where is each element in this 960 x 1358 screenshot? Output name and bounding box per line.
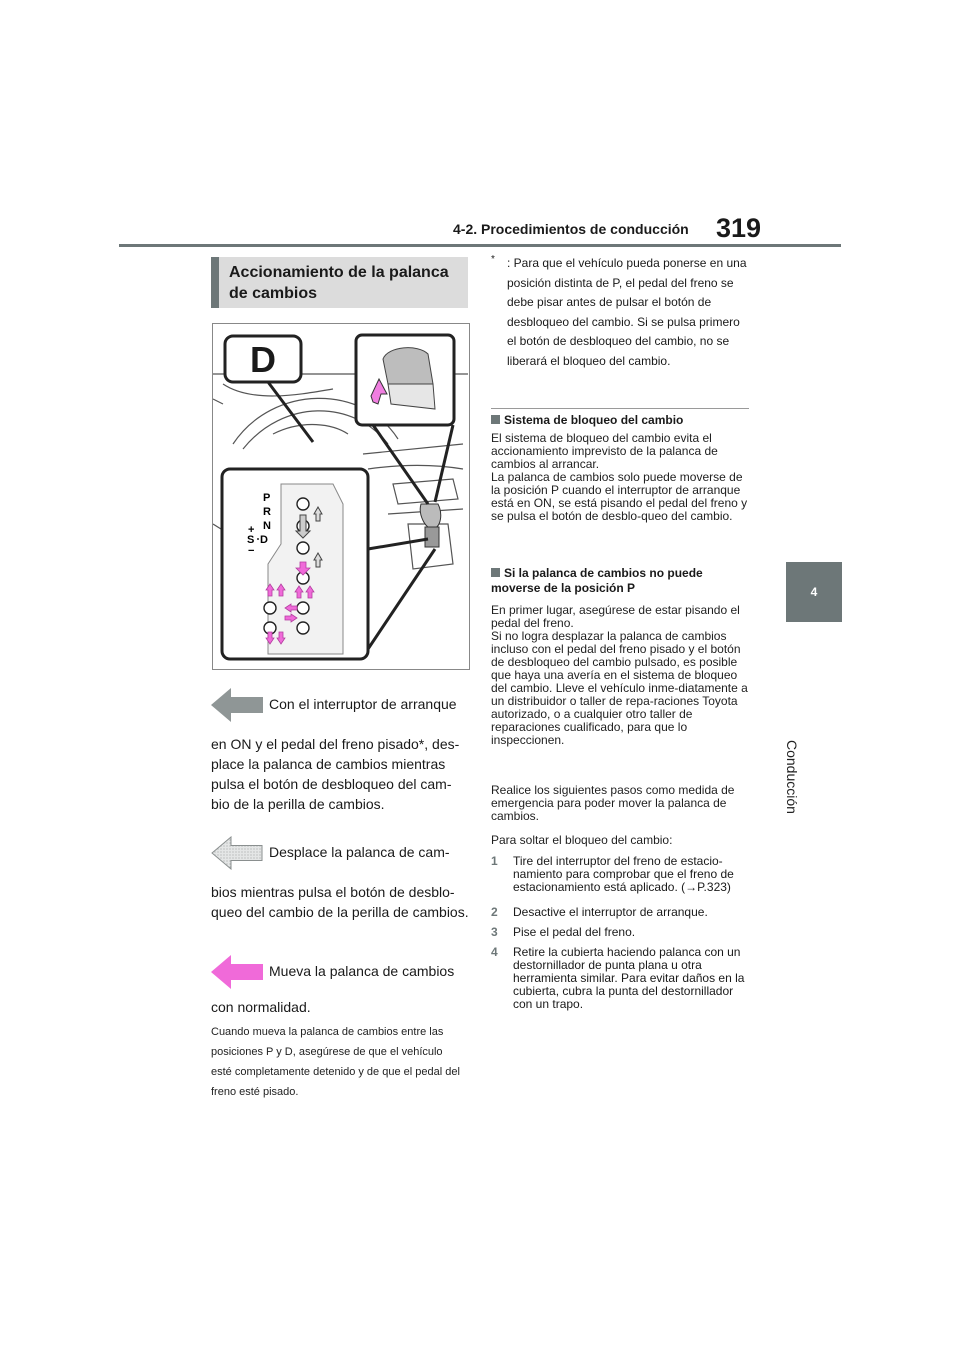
para-shift-lock-2: La palanca de cambios solo puede moverse de la posición P cuando el interruptor de arranque está en ON, se está pisando el pedal del freno y se pulsa el botón de desblo-queo del cambio. <box>491 470 748 523</box>
bullet-square-icon <box>491 568 500 577</box>
para-release-intro: Para soltar el bloqueo del cambio: <box>491 833 673 847</box>
pos-p: P <box>263 492 271 504</box>
chapter-label-text: Conducción <box>784 740 800 814</box>
para-cannot-move-2: Si no logra desplazar la palanca de cambios incluso con el pedal del freno pisado y el botón de desbloqueo del cambio pulsado, es posible que haya una avería en el sistema de bloqueo del cambio. Lleve el vehículo inme-diatamente a un distribuidor o taller de repa-raciones Toyota autorizado, o a cualquier otro taller de reparaciones cualificado, para que lo inspeccionen. <box>491 629 748 747</box>
instruction-1-lead: Con el interruptor de arranque <box>269 696 457 712</box>
d-letter: D <box>250 339 276 380</box>
para-emergency: Realice los siguientes pasos como medida de emergencia para poder mover la palanca de cambios. <box>491 783 735 823</box>
para-cannot-move-1: En primer lugar, asegúrese de estar pisando el pedal del freno. <box>491 603 740 630</box>
footnote-mark: * <box>491 254 495 265</box>
section-title: Accionamiento de la palanca de cambios <box>211 257 468 308</box>
step-2-number: 2 <box>491 905 498 919</box>
column-divider <box>491 408 749 409</box>
arrow-left-pink-icon <box>211 955 263 989</box>
heading-cannot-move <box>491 566 751 596</box>
footnote-text: : Para que el vehículo pueda ponerse en una posición distinta de P, el pedal del freno se debe pisar antes de pulsar el botón de desbloqueo del cambio. Si se pulsa primero el botón de desbloqueo del cambio, no se liberará el bloqueo del cambio. <box>507 256 747 368</box>
arrow-left-outline-icon <box>211 836 263 870</box>
step-1-number: 1 <box>491 854 498 868</box>
header-rule <box>119 244 841 247</box>
instruction-1-text: en ON y el pedal del freno pisado*, des-place la palanca de cambios mientras pulsa el botón de desbloqueo del cam-bio de la perilla de cambios. <box>211 736 460 812</box>
pos-r: R <box>263 506 271 518</box>
step-4-text: Retire la cubierta haciendo palanca con un destornillador de punta plana u otra herramienta similar. Para evitar daños en la cubierta, cubra la punta del destornillador con un trapo. <box>513 945 745 1011</box>
chapter-label <box>766 740 800 840</box>
figure-illustration <box>213 324 469 669</box>
instruction-3-lead: Mueva la palanca de cambios <box>269 963 455 979</box>
running-header: 4-2. Procedimientos de conducción <box>453 221 689 237</box>
step-1-text: Tire del interruptor del freno de estacio-namiento para comprobar que el freno de estacionamiento está aplicado. (→P.323) <box>513 854 734 894</box>
bullet-square-icon <box>491 415 500 424</box>
instruction-solid-arrow <box>211 688 467 812</box>
step-4-number: 4 <box>491 945 498 959</box>
pos-s: S <box>247 534 255 546</box>
minus-sign: − <box>248 545 255 557</box>
instruction-outline-arrow <box>211 836 467 946</box>
heading-shift-lock-text: Sistema de bloqueo del cambio <box>504 413 684 427</box>
chapter-tab: 4 <box>786 562 842 622</box>
plus-sign: + <box>248 524 255 536</box>
step-2-text: Desactive el interruptor de arranque. <box>513 905 708 919</box>
heading-shift-lock <box>491 413 751 428</box>
shift-lever-figure <box>212 323 470 670</box>
instruction-2-lead: Desplace la palanca de cam- <box>269 844 450 860</box>
arrow-left-solid-gray-icon <box>211 688 263 722</box>
instruction-3-text: con normalidad. <box>211 999 311 1015</box>
page-number: 319 <box>716 213 762 243</box>
step-3-number: 3 <box>491 925 498 939</box>
instruction-pink-arrow <box>211 955 467 1025</box>
caution-note: Cuando mueva la palanca de cambios entre las posiciones P y D, asegúrese de que el vehículo esté completamente detenido y de que el pedal del freno esté pisado. <box>211 1026 460 1098</box>
instruction-2-text: bios mientras pulsa el botón de desblo-queo del cambio de la perilla de cambios. <box>211 884 469 920</box>
para-shift-lock-1: El sistema de bloqueo del cambio evita el accionamiento imprevisto de la palanca de cambios al arrancar. <box>491 431 718 471</box>
heading-cannot-move-text: Si la palanca de cambios no puede moverse de la posición P <box>491 566 703 595</box>
pos-n: N <box>263 520 271 532</box>
step-3-text: Pise el pedal del freno. <box>513 925 636 939</box>
pos-d: D <box>260 534 268 546</box>
